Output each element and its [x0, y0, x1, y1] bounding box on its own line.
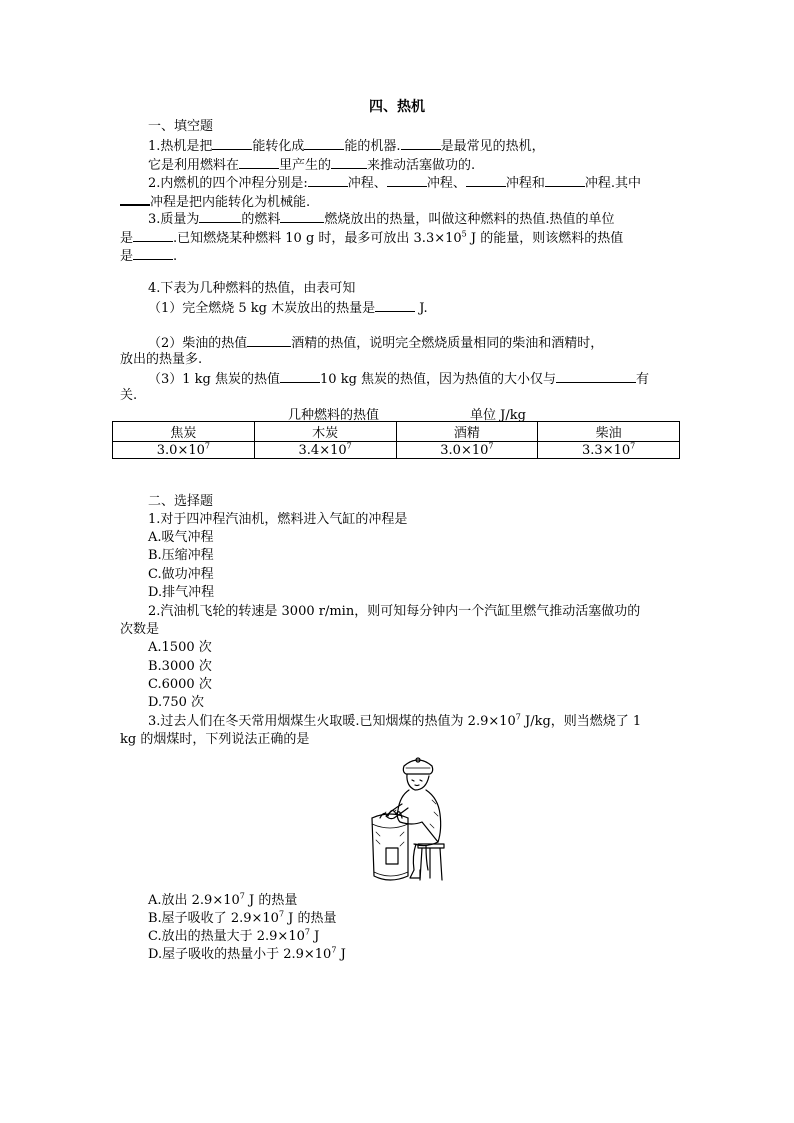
mc-q3-option-c[interactable]: C.放出的热量大于 $2.9\times 10^7$ J: [148, 927, 320, 944]
q4-intro: 4.下表为几种燃料的热值，由表可知: [148, 281, 356, 296]
q4-sub2-line2: 放出的热量多.: [120, 352, 203, 367]
answer-blank[interactable]: [212, 136, 252, 150]
table-caption: 几种燃料的热值: [288, 408, 380, 423]
mc-q3-option-b[interactable]: B.屋子吸收了 $2.9\times 10^7$ J 的热量: [148, 909, 337, 926]
q4-sub3-line1: （3）1 kg 焦炭的热值 10 kg 焦炭的热值，因为热值的大小仅与 有: [148, 369, 649, 389]
q4-sub1: （1）完全燃烧 5 kg 木炭放出的热量是 J.: [148, 298, 428, 318]
answer-blank[interactable]: [545, 173, 585, 187]
q4-sub2-line1: （2）柴油的热值 酒精的热值，说明完全燃烧质量相同的柴油和酒精时，: [148, 333, 603, 353]
q3-line3: 是 .: [120, 246, 177, 266]
table-row: [113, 442, 680, 459]
mc-q2-stem-line1: 2.汽油机飞轮的转速是 3000 r/min，则可知每分钟内一个汽缸里燃气推动活塞做功的: [148, 604, 641, 619]
q3-line1: 3.质量为 的燃料 燃烧放出的热量，叫做这种燃料的热值.热值的单位: [148, 209, 615, 229]
q3-line2: 是 .已知燃烧某种燃料 10 g 时，最多可放出 $3.3\times 10^5$ J 的能量，则该燃料的热值: [120, 229, 624, 246]
answer-blank[interactable]: [375, 298, 415, 312]
answer-blank[interactable]: [280, 369, 320, 383]
section-heading-choice: 二、选择题: [148, 494, 214, 509]
answer-blank[interactable]: [304, 136, 344, 150]
answer-blank[interactable]: [133, 228, 173, 242]
page-title: 四、热机: [369, 99, 425, 115]
mc-q2-option-c[interactable]: C.6000 次: [148, 677, 212, 692]
q1-line2: 它是利用燃料在 里产生的 来推动活塞做功的.: [148, 155, 475, 175]
mc-q2-option-d[interactable]: D.750 次: [148, 695, 205, 710]
mc-q2-option-a[interactable]: A.1500 次: [148, 640, 212, 655]
table-header-cell: 木炭: [254, 422, 396, 442]
answer-blank[interactable]: [199, 209, 241, 223]
answer-blank[interactable]: [239, 155, 279, 169]
mc-q3-option-a[interactable]: A.放出 $2.9\times 10^7$ J 的热量: [148, 891, 298, 908]
table-cell: $3.0\times 10^7$: [396, 442, 538, 459]
answer-blank[interactable]: [556, 369, 636, 383]
table-cell: $3.0\times 10^7$: [113, 442, 255, 459]
mc-q1-option-b[interactable]: B.压缩冲程: [148, 548, 214, 563]
mc-q2-stem-line2: 次数是: [120, 622, 160, 637]
table-header-row: [113, 422, 680, 442]
mc-q1-option-c[interactable]: C.做功冲程: [148, 567, 214, 582]
answer-blank[interactable]: [280, 209, 324, 223]
table-header-cell: 柴油: [538, 422, 680, 442]
q2-line1: 2.内燃机的四个冲程分别是: 冲程、 冲程、 冲程和 冲程.其中: [148, 173, 641, 193]
table-header-cell: 酒精: [396, 422, 538, 442]
answer-blank[interactable]: [401, 136, 441, 150]
answer-blank[interactable]: [308, 173, 348, 187]
mc-q3-option-d[interactable]: D.屋子吸收的热量小于 $2.9\times 10^7$ J: [148, 945, 346, 962]
answer-blank[interactable]: [331, 155, 367, 169]
mc-q3-stem-line2: kg 的烟煤时，下列说法正确的是: [120, 732, 310, 747]
table-cell: $3.4\times 10^7$: [254, 442, 396, 459]
table-unit: 单位 J/kg: [470, 408, 526, 423]
mc-q1-option-d[interactable]: D.排气冲程: [148, 585, 215, 600]
answer-blank[interactable]: [247, 333, 291, 347]
answer-blank[interactable]: [120, 191, 150, 206]
coal-stove-illustration: [360, 752, 452, 886]
fuel-heat-value-table: [112, 421, 680, 459]
q4-sub3-line2: 关.: [120, 388, 138, 403]
answer-blank[interactable]: [133, 246, 173, 260]
mc-q1-option-a[interactable]: A.吸气冲程: [148, 530, 214, 545]
mc-q1-stem: 1.对于四冲程汽油机，燃料进入气缸的冲程是: [148, 512, 408, 527]
answer-blank[interactable]: [387, 173, 427, 187]
mc-q3-stem-line1: 3.过去人们在冬天常用烟煤生火取暖.已知烟煤的热值为 $2.9\times 10^7$ J/kg，则当燃烧了 1: [148, 712, 642, 729]
q2-line2: 冲程是把内能转化为机械能.: [120, 191, 310, 212]
table-header-cell: 焦炭: [113, 422, 255, 442]
section-heading-fill-blank: 一、填空题: [148, 119, 214, 134]
q1-line1: 1.热机是把 能转化成 能的机器. 是最常见的热机，: [148, 136, 545, 156]
answer-blank[interactable]: [466, 173, 506, 187]
table-cell: $3.3\times 10^7$: [538, 442, 680, 459]
mc-q2-option-b[interactable]: B.3000 次: [148, 659, 212, 674]
